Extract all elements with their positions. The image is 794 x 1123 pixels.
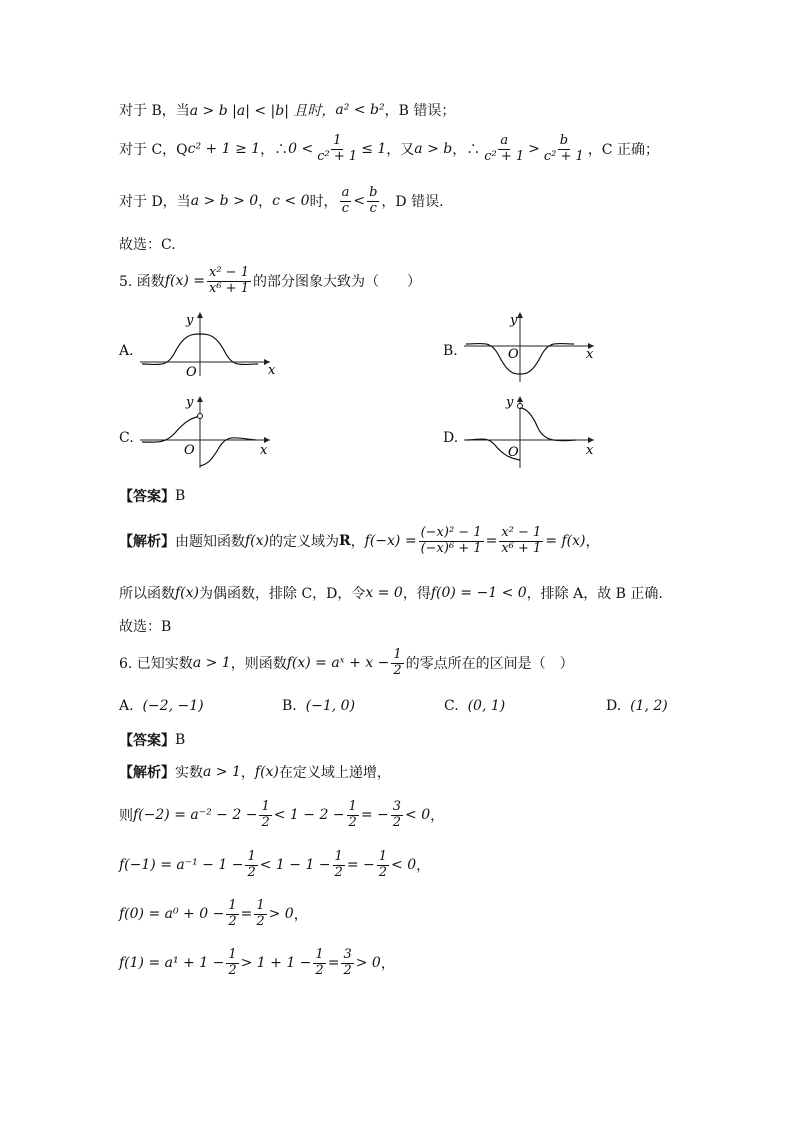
fraction [391, 800, 403, 831]
origin-label: O [184, 443, 195, 458]
graph-b-label[interactable]: B. [443, 343, 458, 359]
denominator: 2 [315, 962, 324, 978]
line-b-analysis [119, 100, 455, 120]
x-label: x [586, 443, 594, 458]
fraction [254, 899, 266, 930]
graph-d-label[interactable]: D. [443, 430, 459, 446]
math: < 0 [391, 857, 417, 874]
fraction [315, 134, 359, 165]
numerator: 3 [343, 947, 352, 962]
math: a > b > 0 [190, 193, 259, 210]
text: ， [258, 194, 273, 211]
fraction [391, 648, 403, 679]
option-label: D. [606, 698, 622, 714]
text: 则 [119, 808, 133, 825]
question-6 [119, 648, 574, 679]
math: f(x) [245, 533, 270, 550]
numerator: 1 [333, 133, 342, 148]
option-value: (1, 2) [630, 698, 668, 714]
graph-b[interactable] [464, 310, 604, 384]
denominator: (−x)⁶ + 1 [420, 540, 482, 556]
math: c < 0 [272, 193, 310, 210]
answer-value: B [175, 488, 186, 504]
denominator: c [369, 200, 377, 216]
numerator: x² − 1 [501, 525, 542, 540]
math: 0 < [288, 141, 314, 158]
denominator: 2 [393, 662, 402, 678]
math: f(1) = a¹ + 1 − [119, 955, 225, 972]
math: < [353, 193, 366, 210]
option-label: C. [444, 698, 459, 714]
text: 时， [309, 194, 338, 211]
math: a > b [414, 141, 453, 158]
math: a > 1 [203, 764, 241, 780]
answer-5 [119, 486, 185, 506]
denominator: 2 [256, 913, 265, 929]
denominator: 2 [261, 814, 270, 830]
text: 的定义域为 [269, 534, 340, 551]
numerator: 1 [228, 898, 237, 913]
fraction [499, 526, 543, 557]
text: ， [293, 907, 308, 924]
math: f(−x) = [364, 533, 417, 550]
text: ，排除 A，故 B 正确. [526, 586, 663, 602]
text: 6. 已知实数 [119, 656, 193, 673]
math: f(x) [175, 585, 200, 601]
text: ，∴ [260, 142, 289, 159]
text: ， [430, 808, 445, 825]
text: ，则函数 [230, 656, 287, 673]
math: = − [360, 807, 389, 824]
answer-value: B [175, 732, 186, 748]
math: f(0) = −1 < 0 [430, 585, 527, 601]
math: f(x) [254, 764, 279, 780]
numerator: 1 [261, 799, 270, 814]
text: 实数 [175, 765, 203, 781]
q6-option-a[interactable] [119, 698, 204, 714]
fraction [542, 134, 586, 165]
fraction [226, 948, 238, 979]
denominator: c² + 1 [484, 148, 525, 164]
eval-f-neg1 [119, 850, 430, 881]
fraction [341, 948, 353, 979]
explanation-tag: 【解析】 [119, 534, 175, 551]
math: = [240, 906, 253, 923]
text: 所以函数 [119, 586, 175, 602]
fraction [333, 850, 345, 881]
eval-f-1 [119, 948, 395, 979]
math: f(−2) = a⁻² − 2 − [133, 807, 258, 824]
math: a > b |a| < |b| 且时， [189, 103, 336, 119]
numerator: (−x)² − 1 [420, 525, 482, 540]
question-5 [119, 266, 421, 297]
math: ≤ 1 [361, 141, 387, 158]
text: ，C 正确； [587, 142, 659, 159]
text: ，D 错误. [381, 194, 444, 211]
text: 的部分图象大致为（ ） [252, 274, 421, 291]
y-label: y [186, 313, 194, 328]
text: ，B 错误； [384, 103, 456, 119]
text: 在定义域上递增， [278, 765, 391, 781]
math: = [485, 533, 498, 550]
denominator: 2 [378, 864, 388, 880]
text: 对于 B，当 [119, 103, 190, 119]
numerator: 1 [228, 947, 237, 962]
numerator: 3 [392, 799, 402, 814]
fraction [347, 800, 359, 831]
answer-tag: 【答案】 [119, 489, 175, 505]
math: f(−1) = a⁻¹ − 1 − [119, 857, 244, 874]
numerator: 1 [393, 647, 402, 662]
numerator: 1 [256, 898, 265, 913]
answer-6 [119, 730, 185, 750]
graph-c[interactable] [140, 394, 280, 470]
fraction [419, 526, 484, 557]
q6-option-c[interactable] [444, 698, 505, 714]
text: ， [416, 858, 431, 875]
text: 对于 C，Q [119, 142, 188, 159]
math: > 1 + 1 − [240, 955, 312, 972]
math: R [339, 533, 351, 550]
denominator: 2 [343, 962, 352, 978]
math: = − [346, 857, 375, 874]
text: ， [350, 534, 365, 551]
origin-label: O [508, 347, 519, 362]
text: ， [585, 534, 600, 551]
text: 为偶函数，排除 C，D，令 [199, 586, 366, 602]
text: 故选：C. [119, 237, 176, 253]
numerator: 1 [348, 799, 357, 814]
select-b [119, 616, 171, 636]
y-label: y [510, 313, 518, 328]
denominator: c² + 1 [317, 148, 358, 164]
math: < 0 [405, 807, 431, 824]
origin-label: O [186, 365, 197, 378]
numerator: 1 [247, 849, 256, 864]
y-label: y [186, 395, 194, 410]
x-label: x [260, 443, 268, 458]
text: ，得 [402, 586, 431, 602]
answer-tag: 【答案】 [119, 733, 175, 749]
math: f(0) = a⁰ + 0 − [119, 906, 225, 923]
denominator: 2 [247, 864, 256, 880]
option-value: (−1, 0) [305, 698, 356, 714]
x-label: x [586, 347, 594, 362]
denominator: c² + 1 [543, 148, 584, 164]
fraction [259, 800, 271, 831]
text: 对于 D，当 [119, 194, 191, 211]
math: x = 0 [365, 585, 403, 601]
text: ，又 [386, 142, 415, 159]
text: 的零点所在的区间是（ ） [405, 656, 574, 673]
fraction [367, 186, 379, 217]
fraction [340, 186, 352, 217]
explanation-5 [119, 526, 600, 557]
text: ， [380, 956, 395, 973]
math: f(x) = [164, 273, 205, 290]
option-label: A. [119, 698, 134, 714]
text: ， [240, 765, 255, 781]
fraction [313, 948, 325, 979]
denominator: c [341, 200, 350, 216]
fraction [377, 850, 389, 881]
denominator: 2 [228, 913, 237, 929]
graph-c-label[interactable]: C. [119, 430, 134, 446]
math: > [528, 141, 540, 158]
math: < 1 − 2 − [273, 807, 345, 824]
q6-option-d[interactable] [606, 698, 668, 714]
denominator: 2 [392, 814, 402, 830]
x-label: x [268, 363, 276, 378]
math: f(x) = aˣ + x − [286, 655, 390, 672]
numerator: a [341, 185, 350, 200]
explanation-5b [119, 583, 663, 603]
math: = [327, 955, 340, 972]
math: a > 1 [192, 655, 231, 672]
eval-f-0 [119, 899, 308, 930]
select-c [119, 234, 176, 254]
graph-a[interactable] [140, 310, 280, 378]
fraction [207, 266, 251, 297]
y-label: y [506, 395, 514, 410]
math: = f(x) [545, 533, 586, 550]
origin-label: O [508, 445, 519, 460]
text: ，∴ [452, 142, 481, 159]
graph-d[interactable] [464, 394, 604, 470]
math: < 1 − 1 − [259, 857, 331, 874]
line-d-analysis [119, 186, 444, 217]
option-label: B. [282, 698, 297, 714]
option-value: (−2, −1) [142, 698, 204, 714]
explanation-tag: 【解析】 [119, 765, 175, 781]
math: > 0 [355, 955, 381, 972]
denominator: x⁶ + 1 [209, 280, 249, 296]
text: 由题知函数 [175, 534, 245, 551]
fraction [482, 134, 526, 165]
denominator: 2 [348, 814, 357, 830]
numerator: 1 [334, 849, 343, 864]
line-c-analysis [119, 134, 659, 165]
explanation-6 [119, 762, 391, 782]
fraction [226, 899, 238, 930]
numerator: x² − 1 [209, 265, 249, 280]
math: a² < b² [335, 102, 385, 118]
math: c² + 1 ≥ 1 [187, 141, 261, 158]
option-value: (0, 1) [467, 698, 506, 714]
denominator: x⁶ + 1 [501, 540, 542, 556]
numerator: a [500, 133, 509, 148]
denominator: 2 [334, 864, 343, 880]
text: 5. 函数 [119, 274, 165, 291]
numerator: b [369, 185, 378, 200]
fraction [245, 850, 257, 881]
math: > 0 [268, 906, 294, 923]
graph-a-label[interactable]: A. [119, 343, 134, 359]
eval-f-neg2 [119, 800, 444, 831]
numerator: 1 [315, 947, 324, 962]
denominator: 2 [228, 962, 237, 978]
numerator: b [559, 133, 569, 148]
numerator: 1 [378, 849, 388, 864]
text: 故选：B [119, 619, 172, 635]
q6-option-b[interactable] [282, 698, 355, 714]
